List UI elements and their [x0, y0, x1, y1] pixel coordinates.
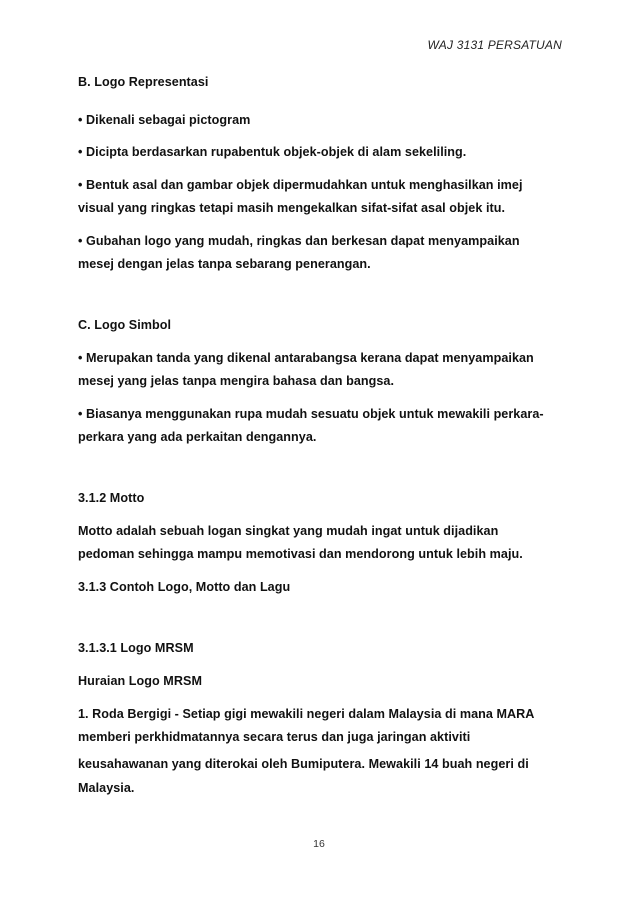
heading-huraian-logo: Huraian Logo MRSM [78, 674, 202, 688]
heading-logo-mrsm: 3.1.3.1 Logo MRSM [78, 641, 194, 655]
heading-logo-simbol: C. Logo Simbol [78, 318, 172, 332]
heading-logo-representasi: B. Logo Representasi [78, 75, 209, 89]
paragraph-line: Motto adalah sebuah logan singkat yang mudah ingat untuk dijadikan [78, 524, 499, 538]
paragraph-line: mesej dengan jelas tanpa sebarang penerangan. [78, 257, 371, 271]
page-number: 16 [313, 838, 325, 850]
paragraph-line: Malaysia. [78, 781, 135, 795]
heading-contoh-logo: 3.1.3 Contoh Logo, Motto dan Lagu [78, 580, 291, 594]
paragraph-line: keusahawanan yang diterokai oleh Bumiputera. Mewakili 14 buah negeri di [78, 757, 529, 771]
paragraph-line: memberi perkhidmatannya secara terus dan juga jaringan aktiviti [78, 730, 471, 744]
paragraph-line: • Dicipta berdasarkan rupabentuk objek-objek di alam sekeliling. [78, 145, 467, 159]
document-header: WAJ 3131 PERSATUAN [427, 38, 562, 52]
paragraph-line: • Gubahan logo yang mudah, ringkas dan berkesan dapat menyampaikan [78, 234, 520, 248]
paragraph-line: • Merupakan tanda yang dikenal antarabangsa kerana dapat menyampaikan [78, 351, 534, 365]
paragraph-line: visual yang ringkas tetapi masih mengekalkan sifat-sifat asal objek itu. [78, 201, 506, 215]
paragraph-line: 1. Roda Bergigi - Setiap gigi mewakili negeri dalam Malaysia di mana MARA [78, 707, 535, 721]
paragraph-line: • Bentuk asal dan gambar objek dipermudahkan untuk menghasilkan imej [78, 178, 523, 192]
paragraph-line: mesej yang jelas tanpa mengira bahasa dan bangsa. [78, 374, 395, 388]
paragraph-line: pedoman sehingga mampu memotivasi dan mendorong untuk lebih maju. [78, 547, 523, 561]
paragraph-line: perkara yang ada perkaitan dengannya. [78, 430, 317, 444]
paragraph-line: • Dikenali sebagai pictogram [78, 113, 251, 127]
paragraph-line: • Biasanya menggunakan rupa mudah sesuatu objek untuk mewakili perkara- [78, 407, 544, 421]
heading-motto: 3.1.2 Motto [78, 491, 145, 505]
